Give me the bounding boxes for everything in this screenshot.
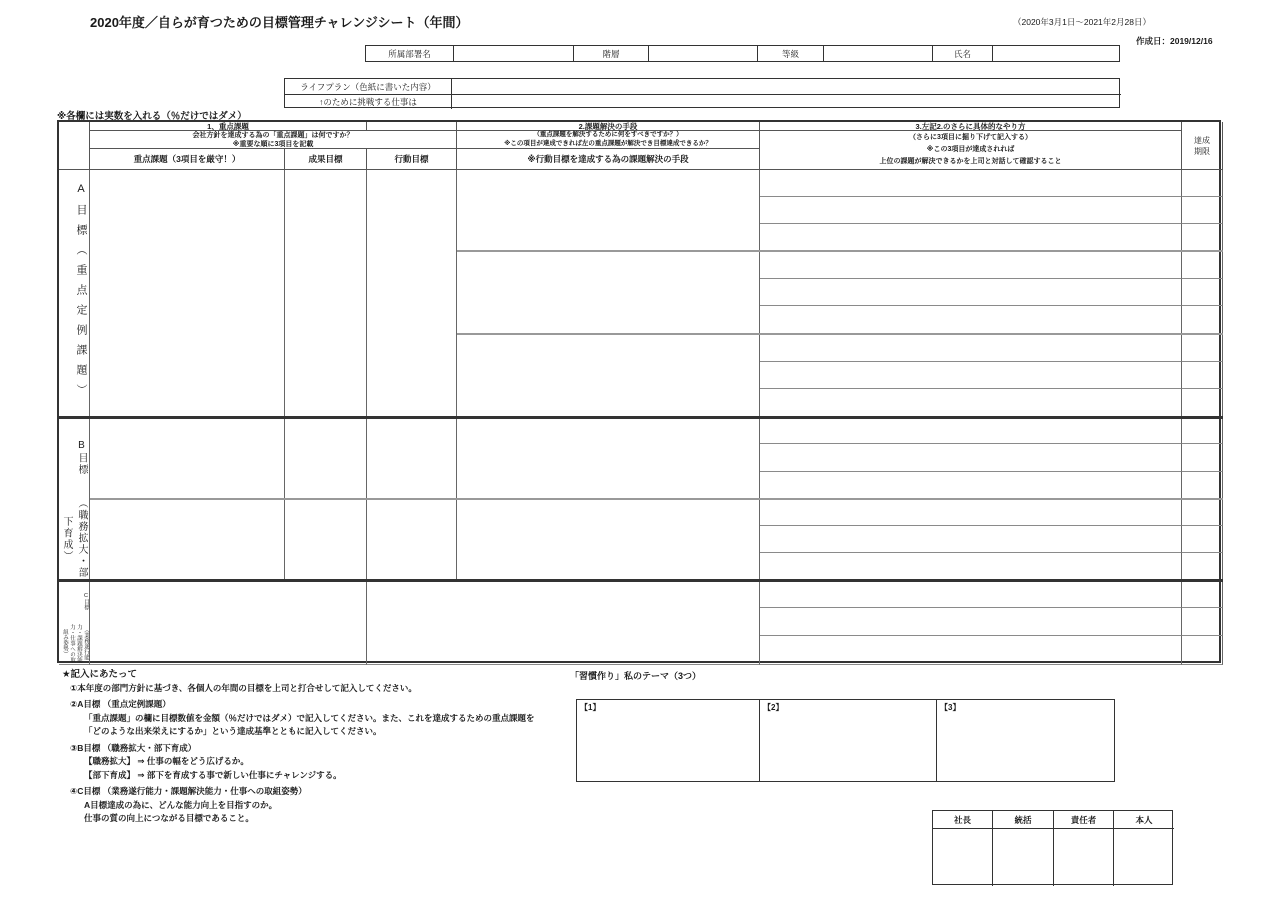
- deadline-cell[interactable]: [1182, 306, 1223, 334]
- page-title: 2020年度／自らが育つための目標管理チャレンジシート（年間）: [90, 15, 469, 30]
- deadline-cell[interactable]: [1182, 636, 1223, 665]
- b-priority-issue-cell[interactable]: [90, 499, 285, 580]
- grade-value[interactable]: [824, 46, 933, 61]
- deadline-cell[interactable]: [1182, 197, 1223, 224]
- concrete-method-cell[interactable]: [760, 334, 1182, 362]
- lifeplan-value[interactable]: [452, 79, 1121, 94]
- dept-label: 所属部署名: [366, 46, 454, 61]
- concrete-method-cell[interactable]: [760, 417, 1182, 444]
- instruction-line: 【部下育成】 ⇒ 部下を育成する事で新しい仕事にチャレンジする。: [84, 769, 342, 780]
- header-action-goal: 行動目標: [367, 149, 457, 170]
- concrete-method-cell[interactable]: [760, 499, 1182, 526]
- concrete-method-cell[interactable]: [760, 444, 1182, 472]
- instruction-line: 「重点課題」の欄に目標数値を金額（％だけではダメ）で記入してください。また、これを達成するための重点課題を: [84, 712, 535, 723]
- habit-theme-title: 「習慣作り」私のテーマ（3つ）: [570, 671, 702, 681]
- deadline-cell[interactable]: [1182, 472, 1223, 499]
- concrete-method-cell[interactable]: [760, 472, 1182, 499]
- b-subrow-divider: [90, 498, 1223, 500]
- section-b-label: B目標 （職務拡大・部下育成）: [61, 439, 87, 579]
- deadline-cell[interactable]: [1182, 224, 1223, 251]
- a-solution-cell[interactable]: [457, 170, 760, 251]
- approval-table: [932, 810, 1173, 885]
- section-bc-divider: [59, 579, 1223, 582]
- deadline-cell[interactable]: [1182, 170, 1223, 197]
- col1-title: 1、重点課題: [90, 122, 367, 131]
- deadline-cell[interactable]: [1182, 389, 1223, 417]
- section-a-label: A目標（重点定例課題）: [75, 182, 87, 404]
- a-priority-issue-cell[interactable]: [90, 170, 285, 417]
- b-result-goal-cell[interactable]: [285, 499, 367, 580]
- lifeplan-label: ライフプラン（色紙に書いた内容）: [285, 79, 452, 94]
- concrete-method-cell[interactable]: [760, 251, 1182, 279]
- dept-value[interactable]: [454, 46, 574, 61]
- concrete-method-cell[interactable]: [760, 608, 1182, 636]
- hierarchy-value[interactable]: [649, 46, 758, 61]
- fill-in-instructions: [62, 668, 562, 826]
- challenge-work-label: ↑のために挑戦する仕事は: [285, 94, 452, 109]
- habit-theme-box: [576, 699, 1115, 782]
- period-label: （2020年3月1日～2021年2月28日）: [1013, 17, 1151, 27]
- deadline-cell[interactable]: [1182, 251, 1223, 279]
- header-deadline: 達成期限: [1182, 122, 1223, 170]
- a-solution-cell[interactable]: [457, 251, 760, 334]
- a-subrow-divider: [457, 333, 1223, 335]
- header-solution-means: ※行動目標を達成する為の課題解決の手段: [457, 149, 760, 170]
- section-a-label-cell: [59, 170, 90, 417]
- c-solution-cell[interactable]: [367, 580, 760, 665]
- section-c-label-cell: [59, 580, 90, 665]
- col3-subtitle: （さらに3項目に掘り下げて記入する） ※この3項目が達成されれば 上位の課題が解決できるかを上司と対話して確認すること: [760, 131, 1182, 170]
- col1-title-spacer: [367, 122, 457, 131]
- employee-info-table: [365, 45, 1120, 62]
- deadline-cell[interactable]: [1182, 499, 1223, 526]
- col2-subtitle: （重点課題を解決するために何をすべきですか？） ※この項目が達成できれば左の重点課題が解決でき目標達成できるか？: [457, 131, 760, 149]
- deadline-cell[interactable]: [1182, 608, 1223, 636]
- b-action-goal-cell[interactable]: [367, 417, 457, 499]
- a-result-goal-cell[interactable]: [285, 170, 367, 417]
- grade-label: 等級: [758, 46, 824, 61]
- b-solution-cell[interactable]: [457, 499, 760, 580]
- instruction-line: ②A目標 （重点定例課題）: [70, 699, 171, 709]
- deadline-cell[interactable]: [1182, 334, 1223, 362]
- section-c-label: C目標 （業務遂行能力・課題解決能力・仕事への取組み姿勢）: [62, 592, 89, 663]
- instruction-line: 「どのような出来栄えにするか」という達成基準とともに記入してください。: [84, 726, 382, 736]
- instruction-line: ④C目標 （業務遂行能力・課題解決能力・仕事への取組姿勢）: [70, 786, 307, 796]
- lifeplan-table: [284, 78, 1120, 108]
- instruction-line: A目標達成の為に、どんな能力向上を目指すのか。: [84, 799, 278, 810]
- header-corner-cell: [59, 122, 90, 170]
- concrete-method-cell[interactable]: [760, 279, 1182, 306]
- hierarchy-label: 階層: [574, 46, 649, 61]
- approval-header-self: 本人: [1114, 811, 1174, 829]
- approval-header-manager: 責任者: [1054, 811, 1114, 829]
- deadline-cell[interactable]: [1182, 553, 1223, 580]
- c-goal-cell[interactable]: [90, 580, 367, 665]
- concrete-method-cell[interactable]: [760, 553, 1182, 580]
- habit-theme-2[interactable]: 【2】: [760, 700, 937, 781]
- approval-stamp-cell[interactable]: [993, 829, 1054, 886]
- col3-title: 3.左記2.のさらに具体的なやり方: [760, 122, 1182, 131]
- approval-stamp-cell[interactable]: [1054, 829, 1114, 886]
- goal-grid: [57, 120, 1221, 663]
- habit-theme-3[interactable]: 【3】: [940, 703, 961, 712]
- deadline-cell[interactable]: [1182, 444, 1223, 472]
- concrete-method-cell[interactable]: [760, 306, 1182, 334]
- approval-header-president: 社長: [933, 811, 993, 829]
- habit-theme-1[interactable]: 【1】: [577, 700, 760, 781]
- concrete-method-cell[interactable]: [760, 170, 1182, 197]
- concrete-method-cell[interactable]: [760, 636, 1182, 665]
- created-date: 作成日：2019/12/16: [1136, 36, 1213, 46]
- approval-header-supervisor: 統括: [993, 811, 1054, 829]
- a-action-goal-cell[interactable]: [367, 170, 457, 417]
- deadline-cell[interactable]: [1182, 417, 1223, 444]
- name-label: 氏名: [933, 46, 993, 61]
- concrete-method-cell[interactable]: [760, 389, 1182, 417]
- instruction-line: 【職務拡大】 ⇒ 仕事の幅をどう広げるか。: [84, 756, 249, 766]
- concrete-method-cell[interactable]: [760, 224, 1182, 251]
- instruction-line: ③B目標 （職務拡大・部下育成）: [70, 742, 197, 753]
- header-result-goal: 成果目標: [285, 149, 367, 170]
- deadline-cell[interactable]: [1182, 362, 1223, 389]
- section-ab-divider: [59, 416, 1223, 419]
- instructions-title: ★記入にあたって: [62, 669, 138, 680]
- header-priority-issue: 重点課題（3項目を厳守！）: [90, 149, 285, 170]
- instruction-line: 仕事の質の向上につながる目標であること。: [84, 813, 254, 823]
- a-solution-cell[interactable]: [457, 334, 760, 417]
- instruction-line: ①本年度の部門方針に基づき、各個人の年間の目標を上司と打合せして記入してください。: [70, 682, 417, 693]
- approval-stamp-cell[interactable]: [933, 829, 993, 886]
- b-result-goal-cell[interactable]: [285, 417, 367, 499]
- section-b-label-cell: [59, 417, 90, 580]
- name-value[interactable]: [993, 46, 1121, 61]
- b-action-goal-cell[interactable]: [367, 499, 457, 580]
- concrete-method-cell[interactable]: [760, 197, 1182, 224]
- concrete-method-cell[interactable]: [760, 580, 1182, 608]
- real-numbers-note: ※各欄には実数を入れる（％だけではダメ）: [57, 111, 247, 122]
- b-solution-cell[interactable]: [457, 417, 760, 499]
- approval-stamp-cell[interactable]: [1114, 829, 1174, 886]
- concrete-method-cell[interactable]: [760, 526, 1182, 553]
- col1-subtitle: 会社方針を達成する為の「重点課題」は何ですか？ ※重要な順に3項目を記載: [90, 131, 457, 149]
- concrete-method-cell[interactable]: [760, 362, 1182, 389]
- col2-title: 2.課題解決の手段: [457, 122, 760, 131]
- deadline-cell[interactable]: [1182, 526, 1223, 553]
- deadline-cell[interactable]: [1182, 580, 1223, 608]
- b-priority-issue-cell[interactable]: [90, 417, 285, 499]
- deadline-cell[interactable]: [1182, 279, 1223, 306]
- a-subrow-divider: [457, 250, 1223, 252]
- challenge-work-value[interactable]: [452, 94, 1121, 109]
